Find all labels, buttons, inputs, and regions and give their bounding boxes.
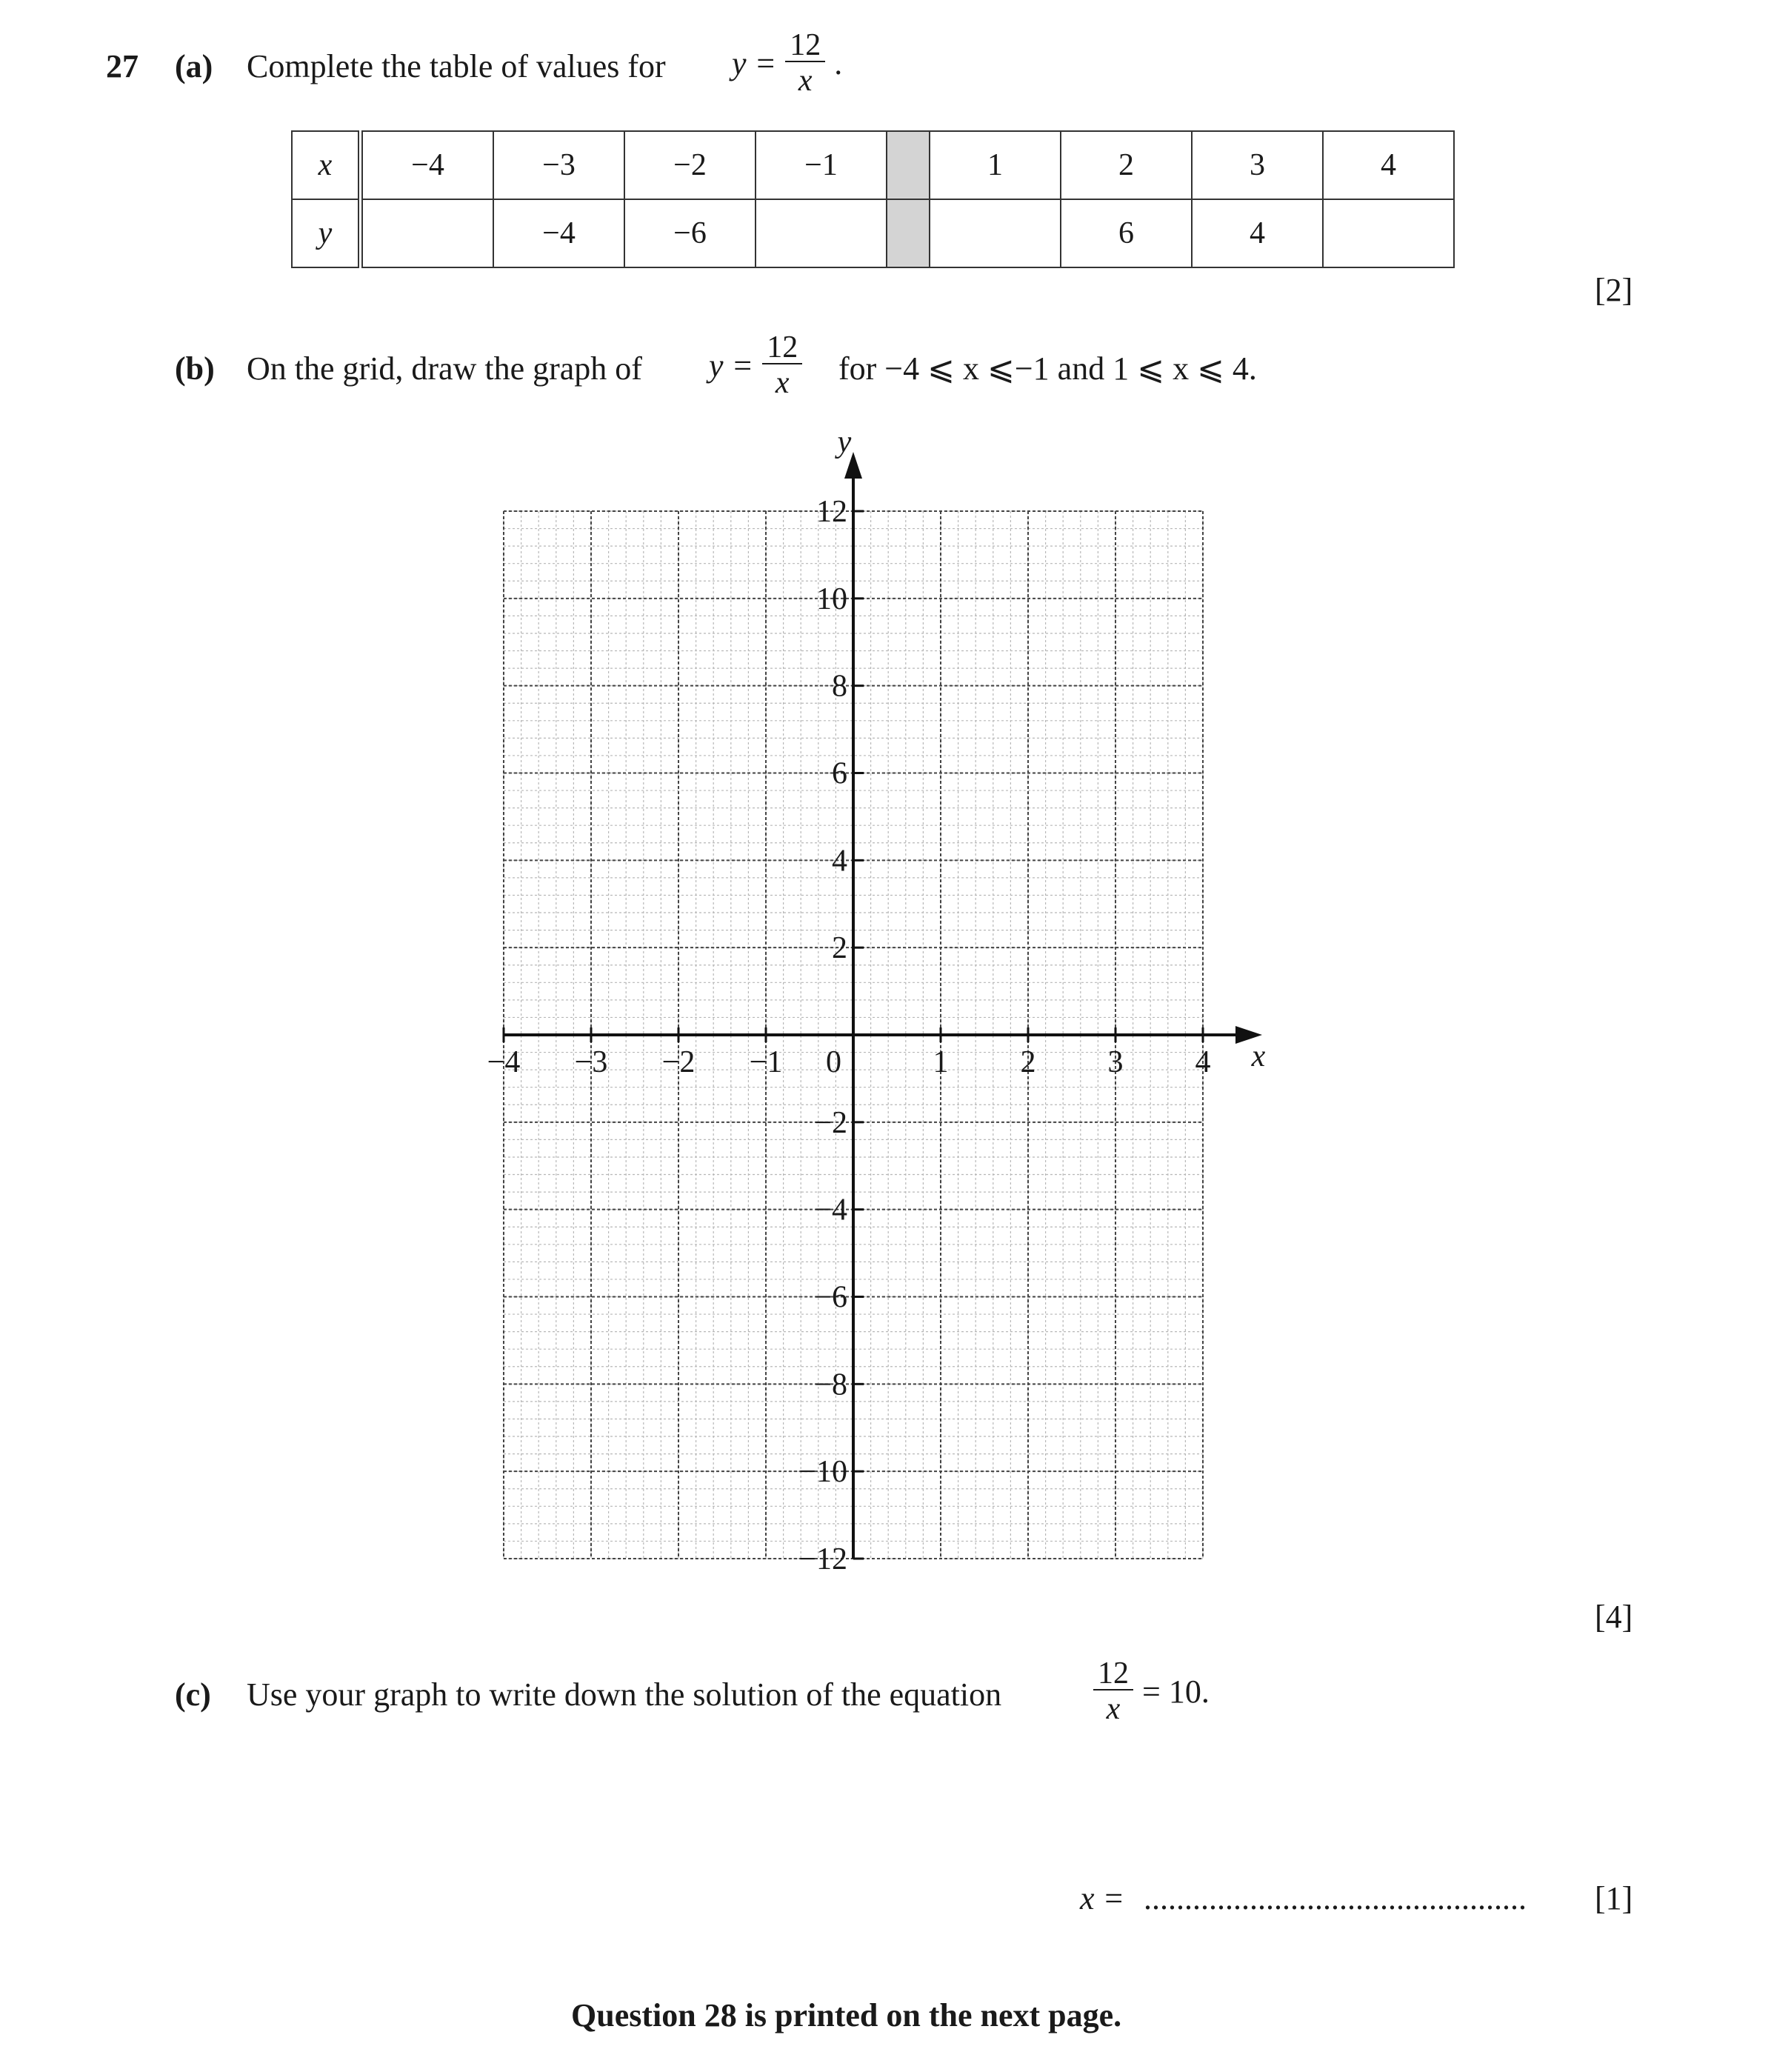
table-cell: −1 bbox=[756, 131, 887, 199]
x-axis-label: x bbox=[1251, 1039, 1266, 1073]
y-tick-label: −6 bbox=[814, 1280, 847, 1315]
table-shaded-gap bbox=[887, 131, 930, 199]
y-axis-label: y bbox=[837, 425, 852, 459]
y-tick-label: 12 bbox=[816, 495, 847, 529]
x-tick-label: −3 bbox=[574, 1045, 608, 1079]
table-cell: −3 bbox=[493, 131, 624, 199]
part-c-instruction: Use your graph to write down the solution of the equation bbox=[247, 1676, 1002, 1713]
y-tick-label: −10 bbox=[798, 1455, 847, 1490]
table-row-x bbox=[292, 131, 1454, 199]
answer-label: x = bbox=[1080, 1880, 1125, 1916]
table-cell: −4 bbox=[493, 199, 624, 267]
part-c-fraction-num: 12 bbox=[1093, 1658, 1133, 1690]
table-shaded-gap bbox=[887, 199, 930, 267]
table-cell: 6 bbox=[1061, 199, 1192, 267]
part-a-fraction-den: x bbox=[798, 64, 813, 98]
part-b-eq-lhs: y = bbox=[709, 347, 754, 384]
table-cell: 2 bbox=[1061, 131, 1192, 199]
x-tick-label: −4 bbox=[487, 1045, 521, 1079]
table-cell: 1 bbox=[930, 131, 1061, 199]
y-tick-label: −8 bbox=[814, 1368, 847, 1402]
y-tick-label: −2 bbox=[814, 1105, 847, 1140]
part-a-label: (a) bbox=[175, 48, 213, 84]
table-row-y bbox=[292, 199, 1454, 267]
table-answer-cell[interactable] bbox=[756, 199, 887, 267]
part-c-label: (c) bbox=[175, 1676, 211, 1713]
answer-line[interactable]: ............................................... bbox=[1144, 1880, 1527, 1916]
part-c-marks: [1] bbox=[1595, 1880, 1633, 1916]
y-tick-label: 8 bbox=[832, 669, 847, 704]
part-b-fraction bbox=[762, 332, 802, 399]
table-cell: −2 bbox=[624, 131, 756, 199]
part-a-fraction bbox=[785, 30, 825, 96]
graph-grid[interactable] bbox=[0, 415, 1791, 1585]
y-tick-label: 2 bbox=[832, 931, 847, 966]
table-cell: 4 bbox=[1192, 199, 1323, 267]
y-tick-label: 6 bbox=[832, 756, 847, 791]
x-tick-label: 3 bbox=[1107, 1045, 1124, 1079]
table-y-header: y bbox=[292, 199, 361, 267]
x-tick-label: −2 bbox=[661, 1045, 696, 1079]
x-tick-label: 4 bbox=[1195, 1045, 1211, 1079]
part-b-range: for −4 ⩽ x ⩽−1 and 1 ⩽ x ⩽ 4. bbox=[838, 350, 1257, 387]
part-a-equation bbox=[732, 30, 842, 96]
part-c-eq-rhs: = 10. bbox=[1142, 1673, 1210, 1710]
table-cell: −4 bbox=[361, 131, 494, 199]
table-cell: −6 bbox=[624, 199, 756, 267]
part-c-fraction bbox=[1093, 1658, 1133, 1725]
table-answer-cell[interactable] bbox=[361, 199, 494, 267]
part-a-eq-lhs: y = bbox=[732, 44, 777, 81]
part-a-instruction: Complete the table of values for bbox=[247, 48, 666, 84]
y-tick-label: −12 bbox=[798, 1542, 847, 1576]
origin-label: 0 bbox=[826, 1045, 841, 1079]
part-b-fraction-den: x bbox=[775, 366, 790, 400]
part-b-label: (b) bbox=[175, 350, 215, 387]
page-footer: Question 28 is printed on the next page. bbox=[571, 1997, 1122, 2033]
y-tick-label: 4 bbox=[832, 844, 847, 879]
table-answer-cell[interactable] bbox=[930, 199, 1061, 267]
part-b-marks: [4] bbox=[1595, 1599, 1633, 1635]
part-b-fraction-num: 12 bbox=[762, 332, 802, 364]
part-b-instruction: On the grid, draw the graph of bbox=[247, 350, 642, 387]
y-tick-label: 10 bbox=[816, 582, 847, 616]
part-a-eq-end: . bbox=[834, 44, 843, 81]
table-answer-cell[interactable] bbox=[1323, 199, 1454, 267]
part-c-equation bbox=[1093, 1658, 1210, 1725]
part-a-fraction-num: 12 bbox=[785, 30, 825, 62]
x-tick-label: 1 bbox=[933, 1045, 949, 1079]
x-tick-label: −1 bbox=[749, 1045, 783, 1079]
values-table bbox=[291, 130, 1455, 268]
table-cell: 4 bbox=[1323, 131, 1454, 199]
y-tick-label: −4 bbox=[814, 1193, 847, 1227]
part-b-equation bbox=[709, 332, 802, 399]
question-number: 27 bbox=[106, 48, 139, 84]
table-x-header: x bbox=[292, 131, 361, 199]
part-c-fraction-den: x bbox=[1106, 1692, 1121, 1726]
table-cell: 3 bbox=[1192, 131, 1323, 199]
x-tick-label: 2 bbox=[1020, 1045, 1036, 1079]
part-a-marks: [2] bbox=[1595, 272, 1633, 308]
